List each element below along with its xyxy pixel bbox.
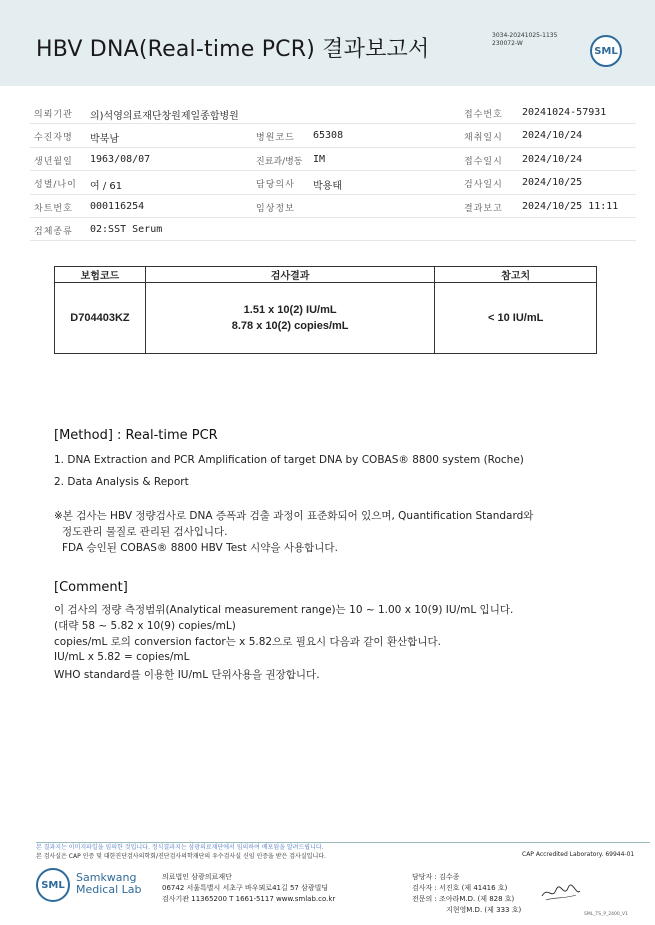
institution-label: 의뢰기관: [34, 110, 73, 120]
method-item-1: 1. DNA Extraction and PCR Amplification of target DNA by COBAS® 8800 system (Roche): [54, 454, 524, 466]
specimen-label: 검체종류: [34, 226, 73, 237]
result-table-header: [55, 267, 597, 283]
insurance-code-cell: D704403KZ: [55, 283, 146, 354]
info-row: [30, 218, 636, 241]
comment-line-2: (대략 58 ~ 5.82 x 10(9) copies/mL): [54, 620, 236, 632]
examinee-label: 수진자명: [34, 133, 73, 144]
examinee-value: 박북남: [90, 134, 119, 146]
header-reference: 참고치: [435, 267, 597, 283]
receipt-no-value: 20241024-57931: [522, 107, 607, 118]
receipt-no-label: 접수번호: [464, 110, 503, 120]
method-note-1: ※본 검사는 HBV 정량검사로 DNA 증폭과 검출 과정이 표준화되어 있으며, Quantification Standard와: [54, 510, 534, 522]
lab-address: [162, 872, 335, 905]
hospital-code-label: 병원코드: [256, 133, 295, 144]
lab-name: [76, 872, 142, 896]
doctor-value: 박용태: [313, 181, 342, 193]
sml-logo: SML: [590, 35, 622, 67]
report-title: HBV DNA(Real-time PCR) 결과보고서: [36, 37, 430, 62]
comment-line-5: WHO standard를 이용한 IU/mL 단위사용을 권장합니다.: [54, 669, 320, 681]
staff-line-2: 검사자 : 서진호 (제 41416 호): [412, 884, 508, 892]
result-table: [54, 266, 597, 354]
result-copies: 8.78 x 10(2) copies/mL: [231, 320, 349, 332]
report-value: 2024/10/25 11:11: [522, 200, 619, 212]
birth-value: 1963/08/07: [90, 153, 151, 165]
staff-line-3: 전문의 : 조아라M.D. (제 828 호): [412, 895, 515, 903]
collection-date-value: 2024/10/24: [522, 130, 583, 142]
footer-note-blue: 본 결과지는 이미지파일을 임의한 것입니다. 정식결과지는 삼광의료재단에서 임의하여 배포됨을 알려드립니다.: [36, 844, 324, 851]
hospital-code-value: 65308: [313, 130, 344, 142]
addr-line-1: 의료법인 삼광의료재단: [162, 873, 232, 881]
document-codes: [492, 32, 557, 48]
comment-line-3: copies/mL 로의 conversion factor는 x 5.82으로 필요시 다음과 같이 환산합니다.: [54, 636, 441, 648]
collection-date-label: 채취일시: [464, 133, 503, 144]
method-note-2: 정도관리 물질로 관리된 검사입니다.: [62, 526, 228, 538]
patient-info: [30, 101, 636, 241]
method-title: [Method] : Real-time PCR: [54, 428, 218, 443]
doctor-label: 담당의사: [256, 180, 295, 191]
dept-label: 진료과/병동: [256, 156, 303, 167]
info-row: [30, 171, 636, 194]
signature-image: [540, 882, 582, 904]
table-row: [55, 283, 597, 354]
sex-age-value: 여 / 61: [90, 181, 123, 193]
clinical-label: 임상정보: [256, 203, 295, 214]
doc-code-2: 230072-W: [492, 40, 523, 47]
method-note-3: FDA 승인된 COBAS® 8800 HBV Test 시약을 사용합니다.: [62, 542, 338, 554]
birth-label: 생년월일: [34, 156, 73, 167]
addr-line-2: 06742 서울특별시 서초구 바우뫼로41길 57 삼광빌딩: [162, 884, 329, 892]
test-date-label: 검사일시: [464, 180, 503, 191]
comment-line-4: IU/mL x 5.82 = copies/mL: [54, 651, 190, 663]
info-row: [30, 148, 636, 171]
institution-value: 의)석영의료재단창원제일종합병원: [90, 111, 239, 122]
staff-line-4: 지현영M.D. (제 333 호): [446, 906, 522, 914]
info-row: [30, 124, 636, 147]
addr-line-3: 검사기관 11365200 T 1661-5117 www.smlab.co.kr: [162, 895, 336, 903]
form-code: SML_TS_P_2400_V1: [584, 912, 628, 917]
dept-value: IM: [313, 153, 326, 165]
footer-note-accreditation: 본 검사실은 CAP 인증 및 대한진단검사의학회/진단검사의학재단의 우수검사실 신임 인증을 받은 검사실입니다.: [36, 853, 326, 860]
report-header: [0, 0, 655, 86]
info-row: [30, 195, 636, 218]
test-result-cell: [145, 283, 434, 354]
header-test-result: 검사결과: [145, 267, 434, 283]
comment-line-1: 이 검사의 정량 측정범위(Analytical measurement range)는 10 ~ 1.00 x 10(9) IU/mL 입니다.: [54, 604, 514, 616]
receipt-date-value: 2024/10/24: [522, 153, 583, 165]
lab-staff: [412, 872, 521, 916]
staff-line-1: 담당자 : 김수종: [412, 873, 460, 881]
method-item-2: 2. Data Analysis & Report: [54, 476, 189, 488]
chart-no-label: 차트번호: [34, 203, 73, 214]
header-insurance-code: 보험코드: [55, 267, 146, 283]
sml-logo-mark: SML: [36, 868, 70, 902]
chart-no-value: 000116254: [90, 200, 145, 212]
sex-age-label: 성별/나이: [34, 180, 77, 191]
cap-accreditation: CAP Accredited Laboratory. 69944-01: [522, 851, 635, 858]
specimen-value: 02:SST Serum: [90, 223, 163, 235]
info-row: [30, 101, 636, 124]
result-iu: 1.51 x 10(2) IU/mL: [243, 304, 337, 316]
lab-name-line-1: Samkwang: [76, 871, 137, 884]
lab-name-line-2: Medical Lab: [76, 883, 142, 896]
report-label: 결과보고: [464, 203, 503, 214]
reference-cell: < 10 IU/mL: [435, 283, 597, 354]
receipt-date-label: 접수일시: [464, 156, 503, 167]
comment-title: [Comment]: [54, 580, 128, 595]
doc-code-1: 3034-20241025-1135: [492, 32, 558, 39]
test-date-value: 2024/10/25: [522, 177, 583, 189]
